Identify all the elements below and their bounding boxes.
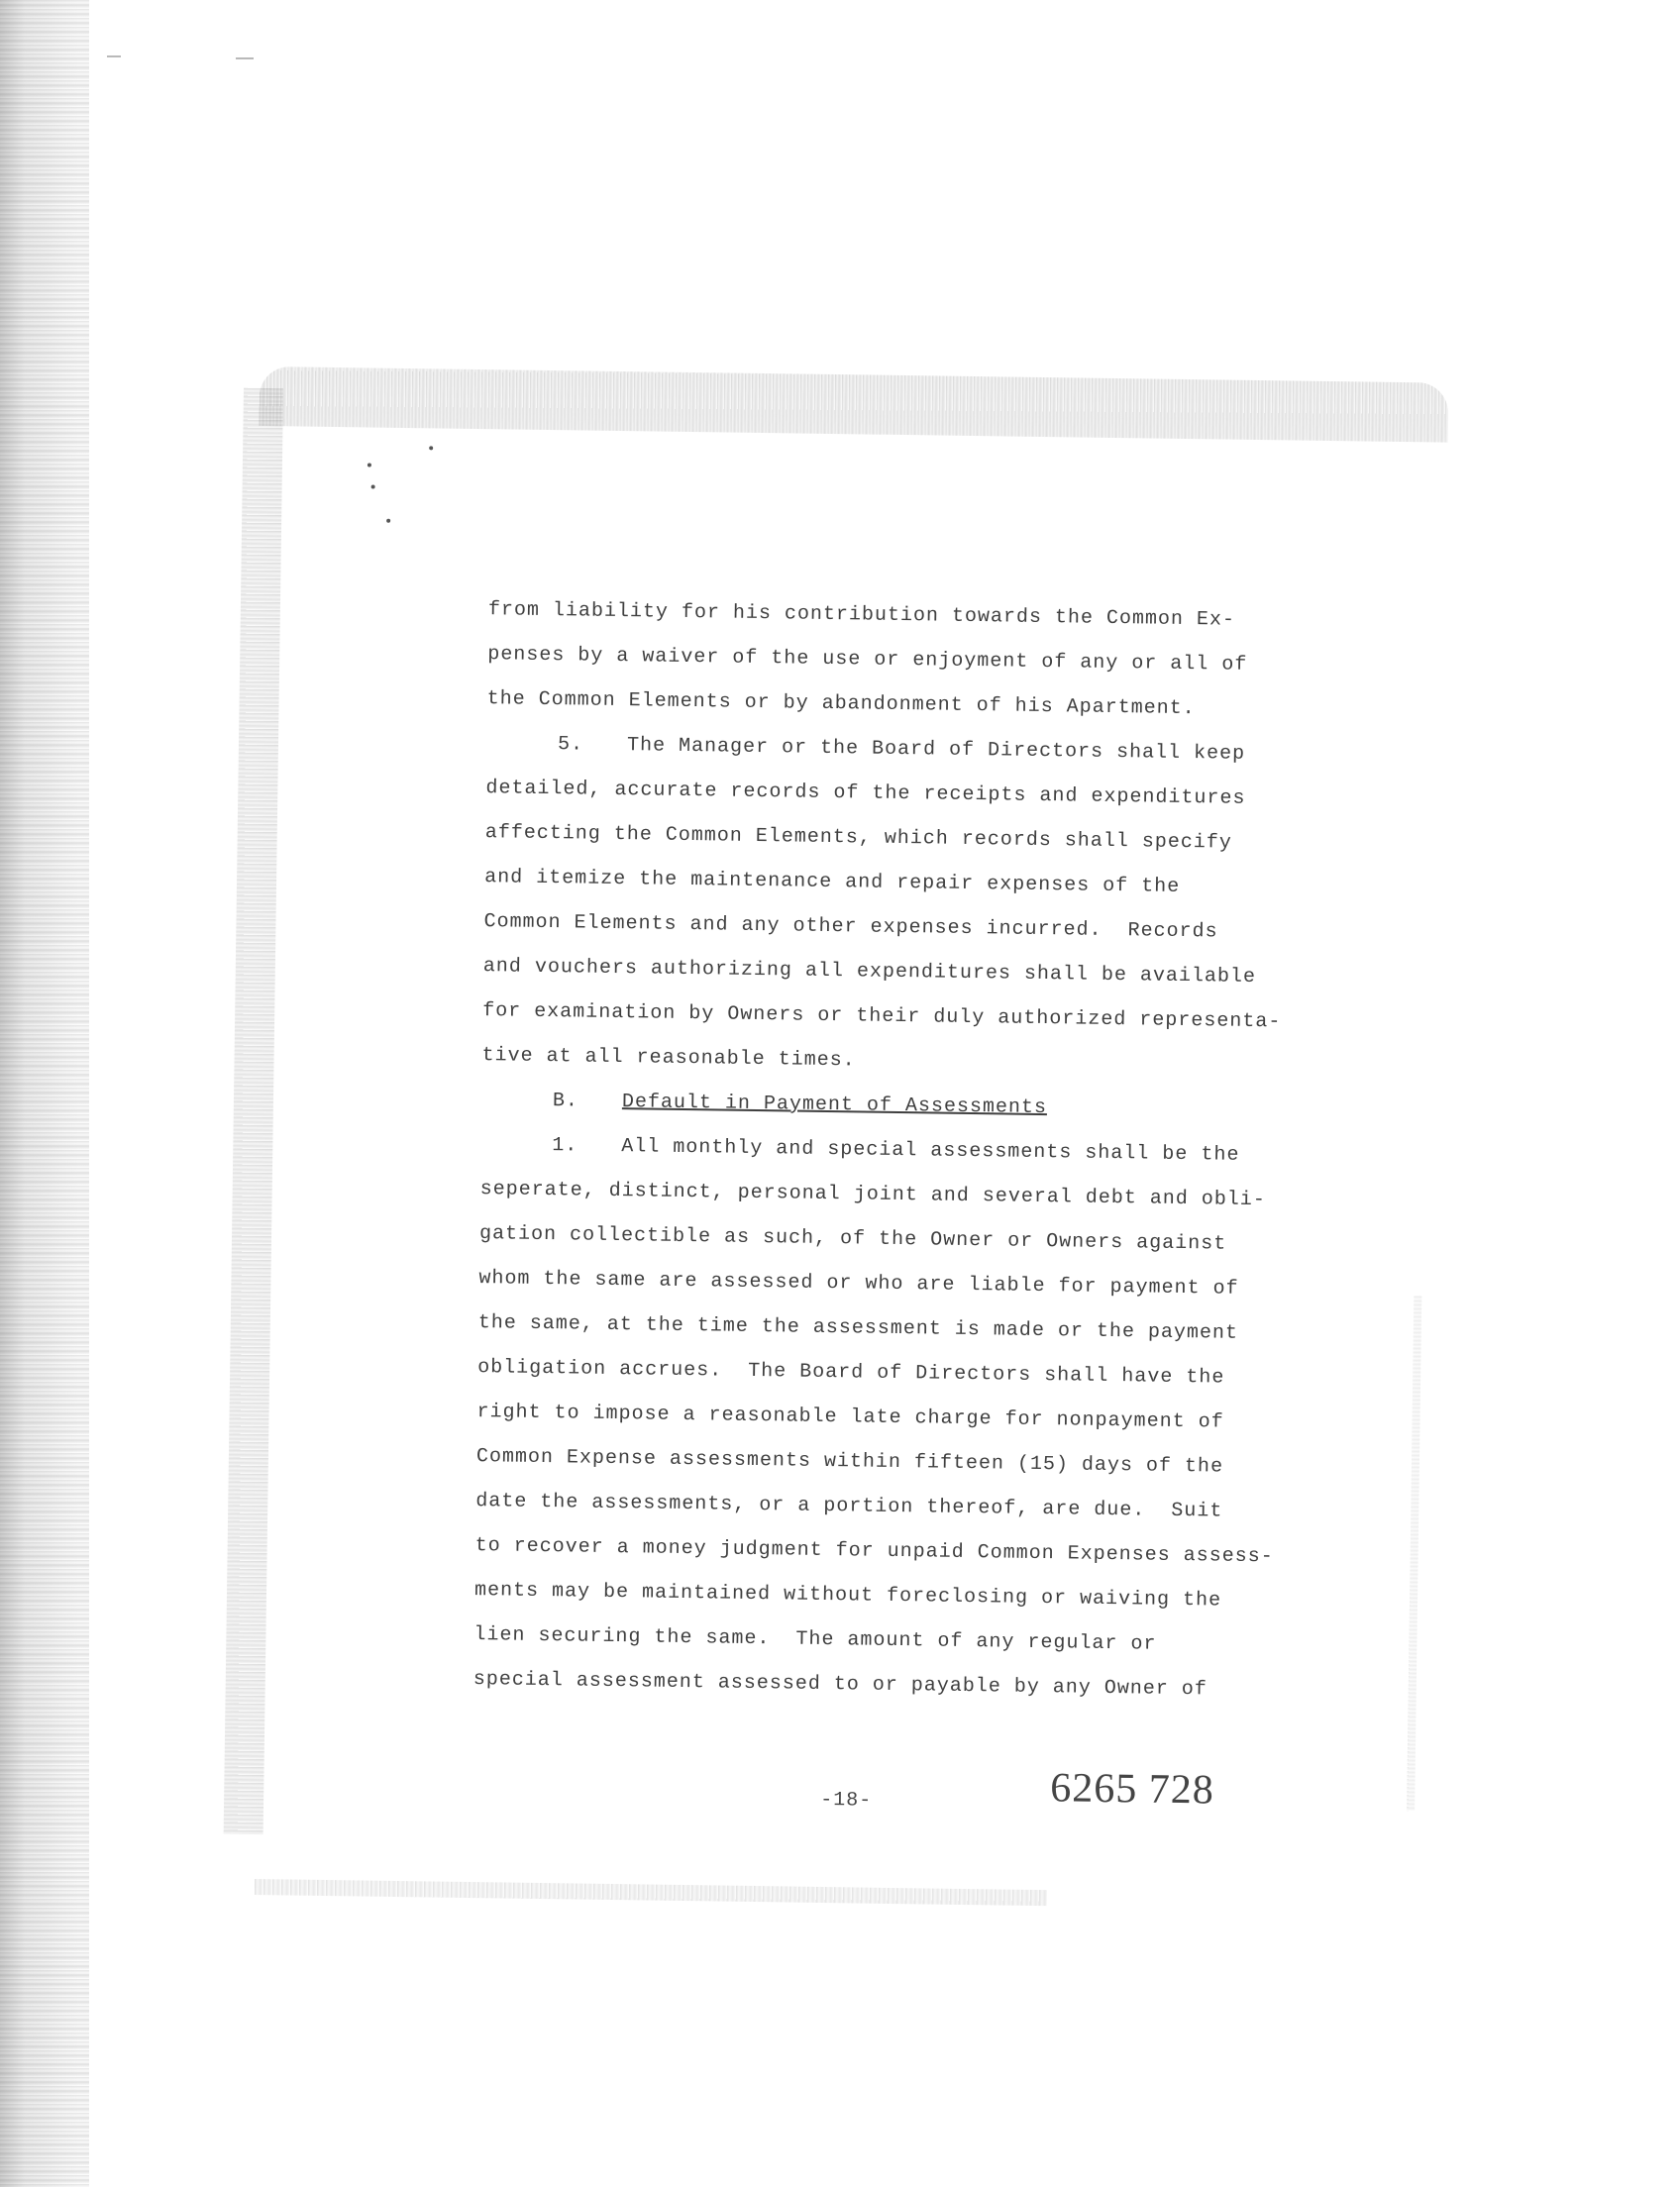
text-line: lien securing the same. The amount of any regular or	[473, 1623, 1157, 1656]
text-line: and vouchers authorizing all expenditures shall be available	[482, 955, 1257, 989]
text-line: for examination by Owners or their duly authorized representa-	[482, 999, 1282, 1034]
document-body	[473, 587, 1381, 1714]
scan-mark	[236, 57, 254, 59]
text-line: gation collectible as such, of the Owner or Owners against	[478, 1222, 1227, 1256]
text-line: Common Elements and any other expenses incurred. Records	[483, 910, 1218, 944]
text-line: to recover a money judgment for unpaid Common Expenses assess-	[474, 1534, 1274, 1569]
copy-edge-left	[224, 388, 283, 1834]
text-line: date the assessments, or a portion thereof, are due. Suit	[475, 1490, 1223, 1523]
text-line: whom the same are assessed or who are liable for payment of	[478, 1267, 1239, 1301]
text-line: the Common Elements or by abandonment of his Apartment.	[486, 687, 1196, 721]
text-line: obligation accrues. The Board of Directors shall have the	[477, 1356, 1225, 1390]
text-line: from liability for his contribution towards the Common Ex-	[487, 598, 1236, 632]
speck	[386, 519, 390, 523]
paragraph-number: 1.	[552, 1134, 578, 1158]
text-line: Common Expense assessments within fifteen (15) days of the	[475, 1445, 1224, 1479]
text-line: penses by a waiver of the use or enjoyment of any or all of	[487, 643, 1248, 677]
text-line: tive at all reasonable times.	[481, 1044, 856, 1073]
page-number: -18-	[819, 1788, 873, 1813]
scan-edge-noise	[0, 0, 89, 2187]
text-line: ments may be maintained without foreclosing or waiving the	[473, 1579, 1222, 1613]
text-line: affecting the Common Elements, which records shall specify	[484, 821, 1232, 855]
text-line: seperate, distinct, personal joint and several debt and obli-	[479, 1178, 1266, 1212]
page-footer	[246, 1753, 1430, 1839]
record-book-stamp: 6265 728	[1050, 1765, 1215, 1814]
scan-mark	[107, 55, 121, 57]
document-page	[245, 388, 1449, 1911]
section-label: B.	[552, 1090, 579, 1113]
text-line: the same, at the time the assessment is made or the payment	[477, 1311, 1239, 1345]
speck	[371, 484, 375, 488]
copy-edge-top	[259, 366, 1448, 443]
section-title: Default in Payment of Assessments	[621, 1091, 1048, 1120]
speck	[429, 446, 433, 450]
text-line: special assessment assessed to or payable by any Owner of	[472, 1668, 1208, 1702]
text-line: The Manager or the Board of Directors shall keep	[626, 734, 1246, 766]
paragraph-number: 5.	[557, 733, 584, 757]
copy-edge-right	[1407, 1296, 1421, 1811]
text-line: right to impose a reasonable late charge for nonpayment of	[476, 1401, 1224, 1434]
text-line: and itemize the maintenance and repair expenses of the	[483, 866, 1181, 898]
copy-edge-bottom	[255, 1879, 1047, 1906]
text-line: All monthly and special assessments shall be the	[621, 1135, 1240, 1167]
text-line: detailed, accurate records of the receipts and expenditures	[485, 777, 1246, 810]
speck	[368, 463, 371, 467]
